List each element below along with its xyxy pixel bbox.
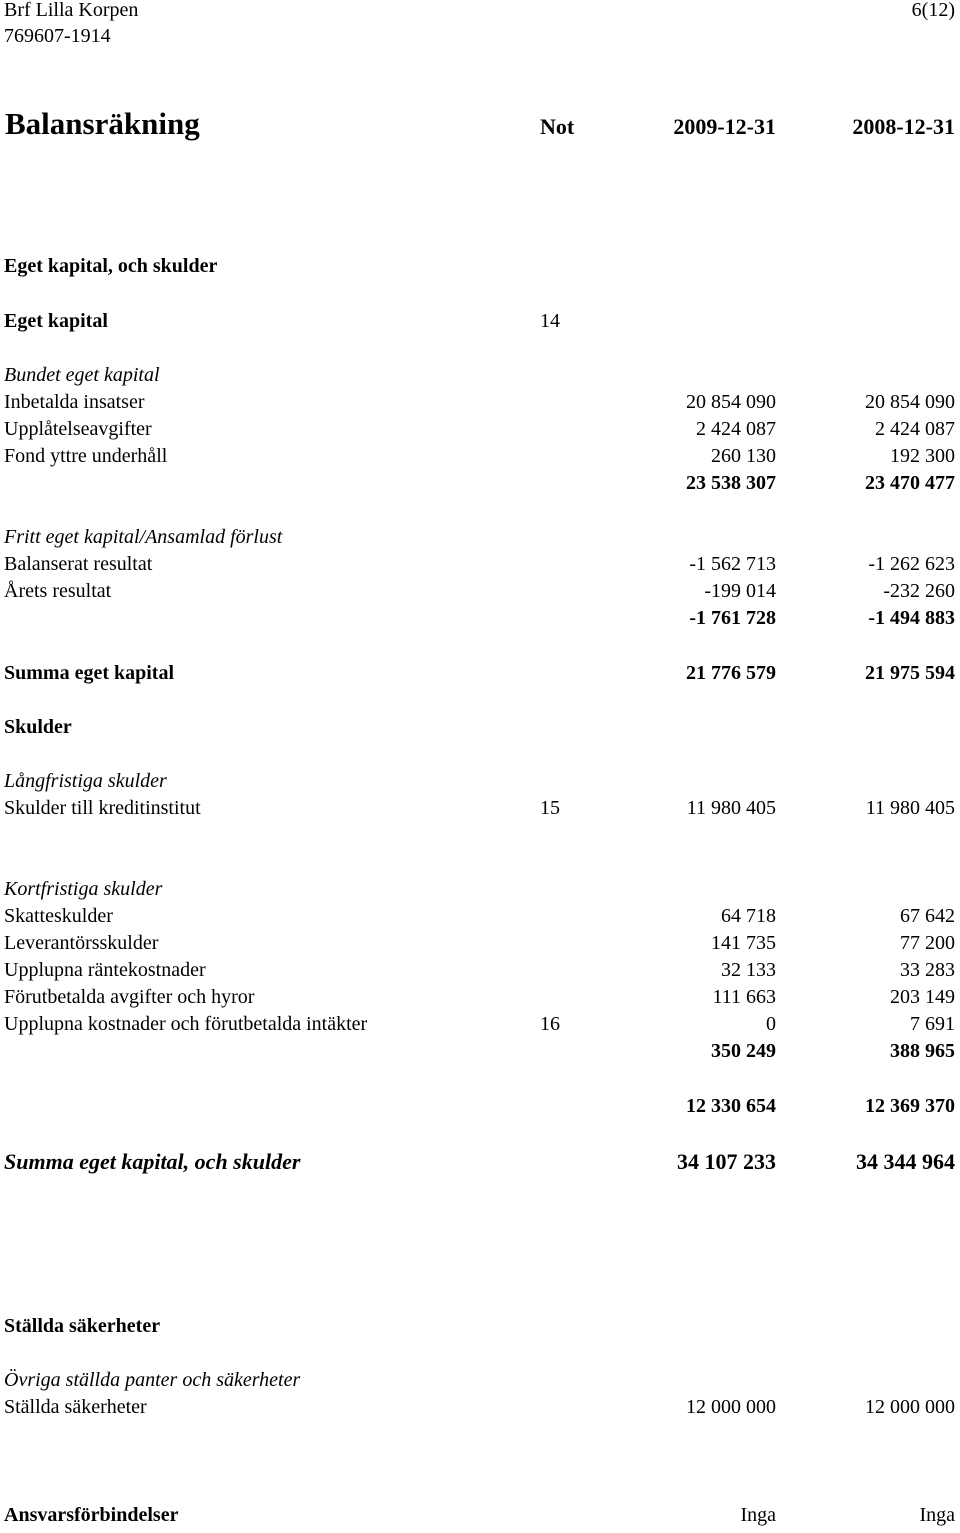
- row-value-2008: 23 470 477: [865, 472, 955, 494]
- row-label: Fritt eget kapital/Ansamlad förlust: [4, 526, 283, 548]
- row-value-2008: 12 000 000: [865, 1396, 955, 1418]
- row-value-2008: -1 494 883: [868, 607, 955, 629]
- column-header-2008: 2008-12-31: [852, 114, 955, 139]
- row-label: Skatteskulder: [4, 905, 113, 927]
- row-value-2009: 12 000 000: [686, 1396, 776, 1418]
- row-label: Upplupna kostnader och förutbetalda intäkter: [4, 1013, 368, 1035]
- row-value-2008: 21 975 594: [865, 662, 955, 684]
- page-number: 6(12): [911, 0, 955, 21]
- table-row: [0, 876, 960, 902]
- column-header-2009: 2009-12-31: [673, 114, 776, 139]
- table-row: [0, 362, 960, 388]
- row-value-2009: 64 718: [721, 905, 776, 927]
- table-row: [0, 1394, 960, 1420]
- row-label: Leverantörsskulder: [4, 932, 159, 954]
- row-value-2008: Inga: [919, 1504, 955, 1526]
- row-value-2009: 2 424 087: [696, 418, 776, 440]
- row-value-2009: -199 014: [704, 580, 776, 602]
- row-label: Summa eget kapital, och skulder: [4, 1149, 301, 1174]
- row-label: Årets resultat: [4, 580, 112, 602]
- table-row: [0, 389, 960, 415]
- row-label: Upplupna räntekostnader: [4, 959, 206, 981]
- table-row: [0, 984, 960, 1010]
- table-row: [0, 930, 960, 956]
- row-value-2008: 20 854 090: [865, 391, 955, 413]
- org-number: 769607-1914: [4, 25, 111, 47]
- row-value-2009: 0: [766, 1013, 776, 1035]
- row-value-2009: 141 735: [711, 932, 776, 954]
- row-value-2008: 192 300: [890, 445, 955, 467]
- row-value-2009: 21 776 579: [686, 662, 776, 684]
- row-value-2009: 34 107 233: [677, 1149, 776, 1174]
- row-value-2009: 12 330 654: [686, 1095, 776, 1117]
- row-value-2009: 111 663: [712, 986, 776, 1008]
- row-label: Inbetalda insatser: [4, 391, 145, 413]
- table-row: [0, 551, 960, 577]
- row-label: Förutbetalda avgifter och hyror: [4, 986, 255, 1008]
- table-row: [0, 1313, 960, 1339]
- table-row: [0, 795, 960, 821]
- row-note: 16: [540, 1013, 560, 1035]
- table-row: [0, 1011, 960, 1037]
- row-value-2008: 77 200: [900, 932, 955, 954]
- row-label: Eget kapital: [4, 310, 108, 332]
- row-value-2009: -1 562 713: [689, 553, 776, 575]
- row-label: Kortfristiga skulder: [4, 878, 163, 900]
- page-title: Balansräkning: [5, 106, 200, 141]
- table-row: [0, 443, 960, 469]
- table-row: [0, 1367, 960, 1393]
- company-name: Brf Lilla Korpen: [4, 0, 139, 21]
- row-value-2009: Inga: [740, 1504, 776, 1526]
- row-value-2008: 7 691: [910, 1013, 955, 1035]
- row-value-2009: -1 761 728: [689, 607, 776, 629]
- row-label: Skulder: [4, 716, 72, 738]
- row-label: Skulder till kreditinstitut: [4, 797, 201, 819]
- row-value-2008: 388 965: [890, 1040, 955, 1062]
- table-row: [0, 253, 960, 279]
- table-row: [0, 768, 960, 794]
- table-row: [0, 714, 960, 740]
- row-label: Upplåtelseavgifter: [4, 418, 152, 440]
- row-label: Summa eget kapital: [4, 662, 174, 684]
- row-value-2008: 2 424 087: [875, 418, 955, 440]
- row-label: Ansvarsförbindelser: [4, 1504, 179, 1526]
- row-label: Fond yttre underhåll: [4, 445, 168, 467]
- row-value-2008: -232 260: [883, 580, 955, 602]
- row-value-2009: 350 249: [711, 1040, 776, 1062]
- table-row: [0, 957, 960, 983]
- table-row: [0, 1502, 960, 1528]
- row-note: 14: [540, 310, 560, 332]
- row-value-2008: 11 980 405: [865, 797, 955, 819]
- row-value-2009: 260 130: [711, 445, 776, 467]
- row-value-2008: 34 344 964: [856, 1149, 955, 1174]
- table-row: [0, 1093, 960, 1119]
- row-label: Ställda säkerheter: [4, 1396, 147, 1418]
- row-label: Balanserat resultat: [4, 553, 153, 575]
- row-label: Bundet eget kapital: [4, 364, 160, 386]
- row-value-2008: 67 642: [900, 905, 955, 927]
- row-value-2008: -1 262 623: [868, 553, 955, 575]
- row-note: 15: [540, 797, 560, 819]
- row-value-2009: 32 133: [721, 959, 776, 981]
- table-row: [0, 578, 960, 604]
- table-row: [0, 1149, 960, 1175]
- row-value-2009: 23 538 307: [686, 472, 776, 494]
- row-value-2009: 11 980 405: [686, 797, 776, 819]
- table-row: [0, 660, 960, 686]
- row-value-2008: 33 283: [900, 959, 955, 981]
- row-value-2008: 203 149: [890, 986, 955, 1008]
- table-row: [0, 308, 960, 334]
- row-label: Långfristiga skulder: [4, 770, 167, 792]
- table-row: [0, 903, 960, 929]
- table-row: [0, 1038, 960, 1064]
- table-row: [0, 416, 960, 442]
- table-row: [0, 470, 960, 496]
- row-label: Eget kapital, och skulder: [4, 255, 218, 277]
- table-row: [0, 605, 960, 631]
- row-value-2009: 20 854 090: [686, 391, 776, 413]
- table-row: [0, 524, 960, 550]
- column-header-note: Not: [540, 114, 575, 139]
- row-label: Övriga ställda panter och säkerheter: [4, 1369, 301, 1391]
- row-label: Ställda säkerheter: [4, 1315, 161, 1337]
- row-value-2008: 12 369 370: [865, 1095, 955, 1117]
